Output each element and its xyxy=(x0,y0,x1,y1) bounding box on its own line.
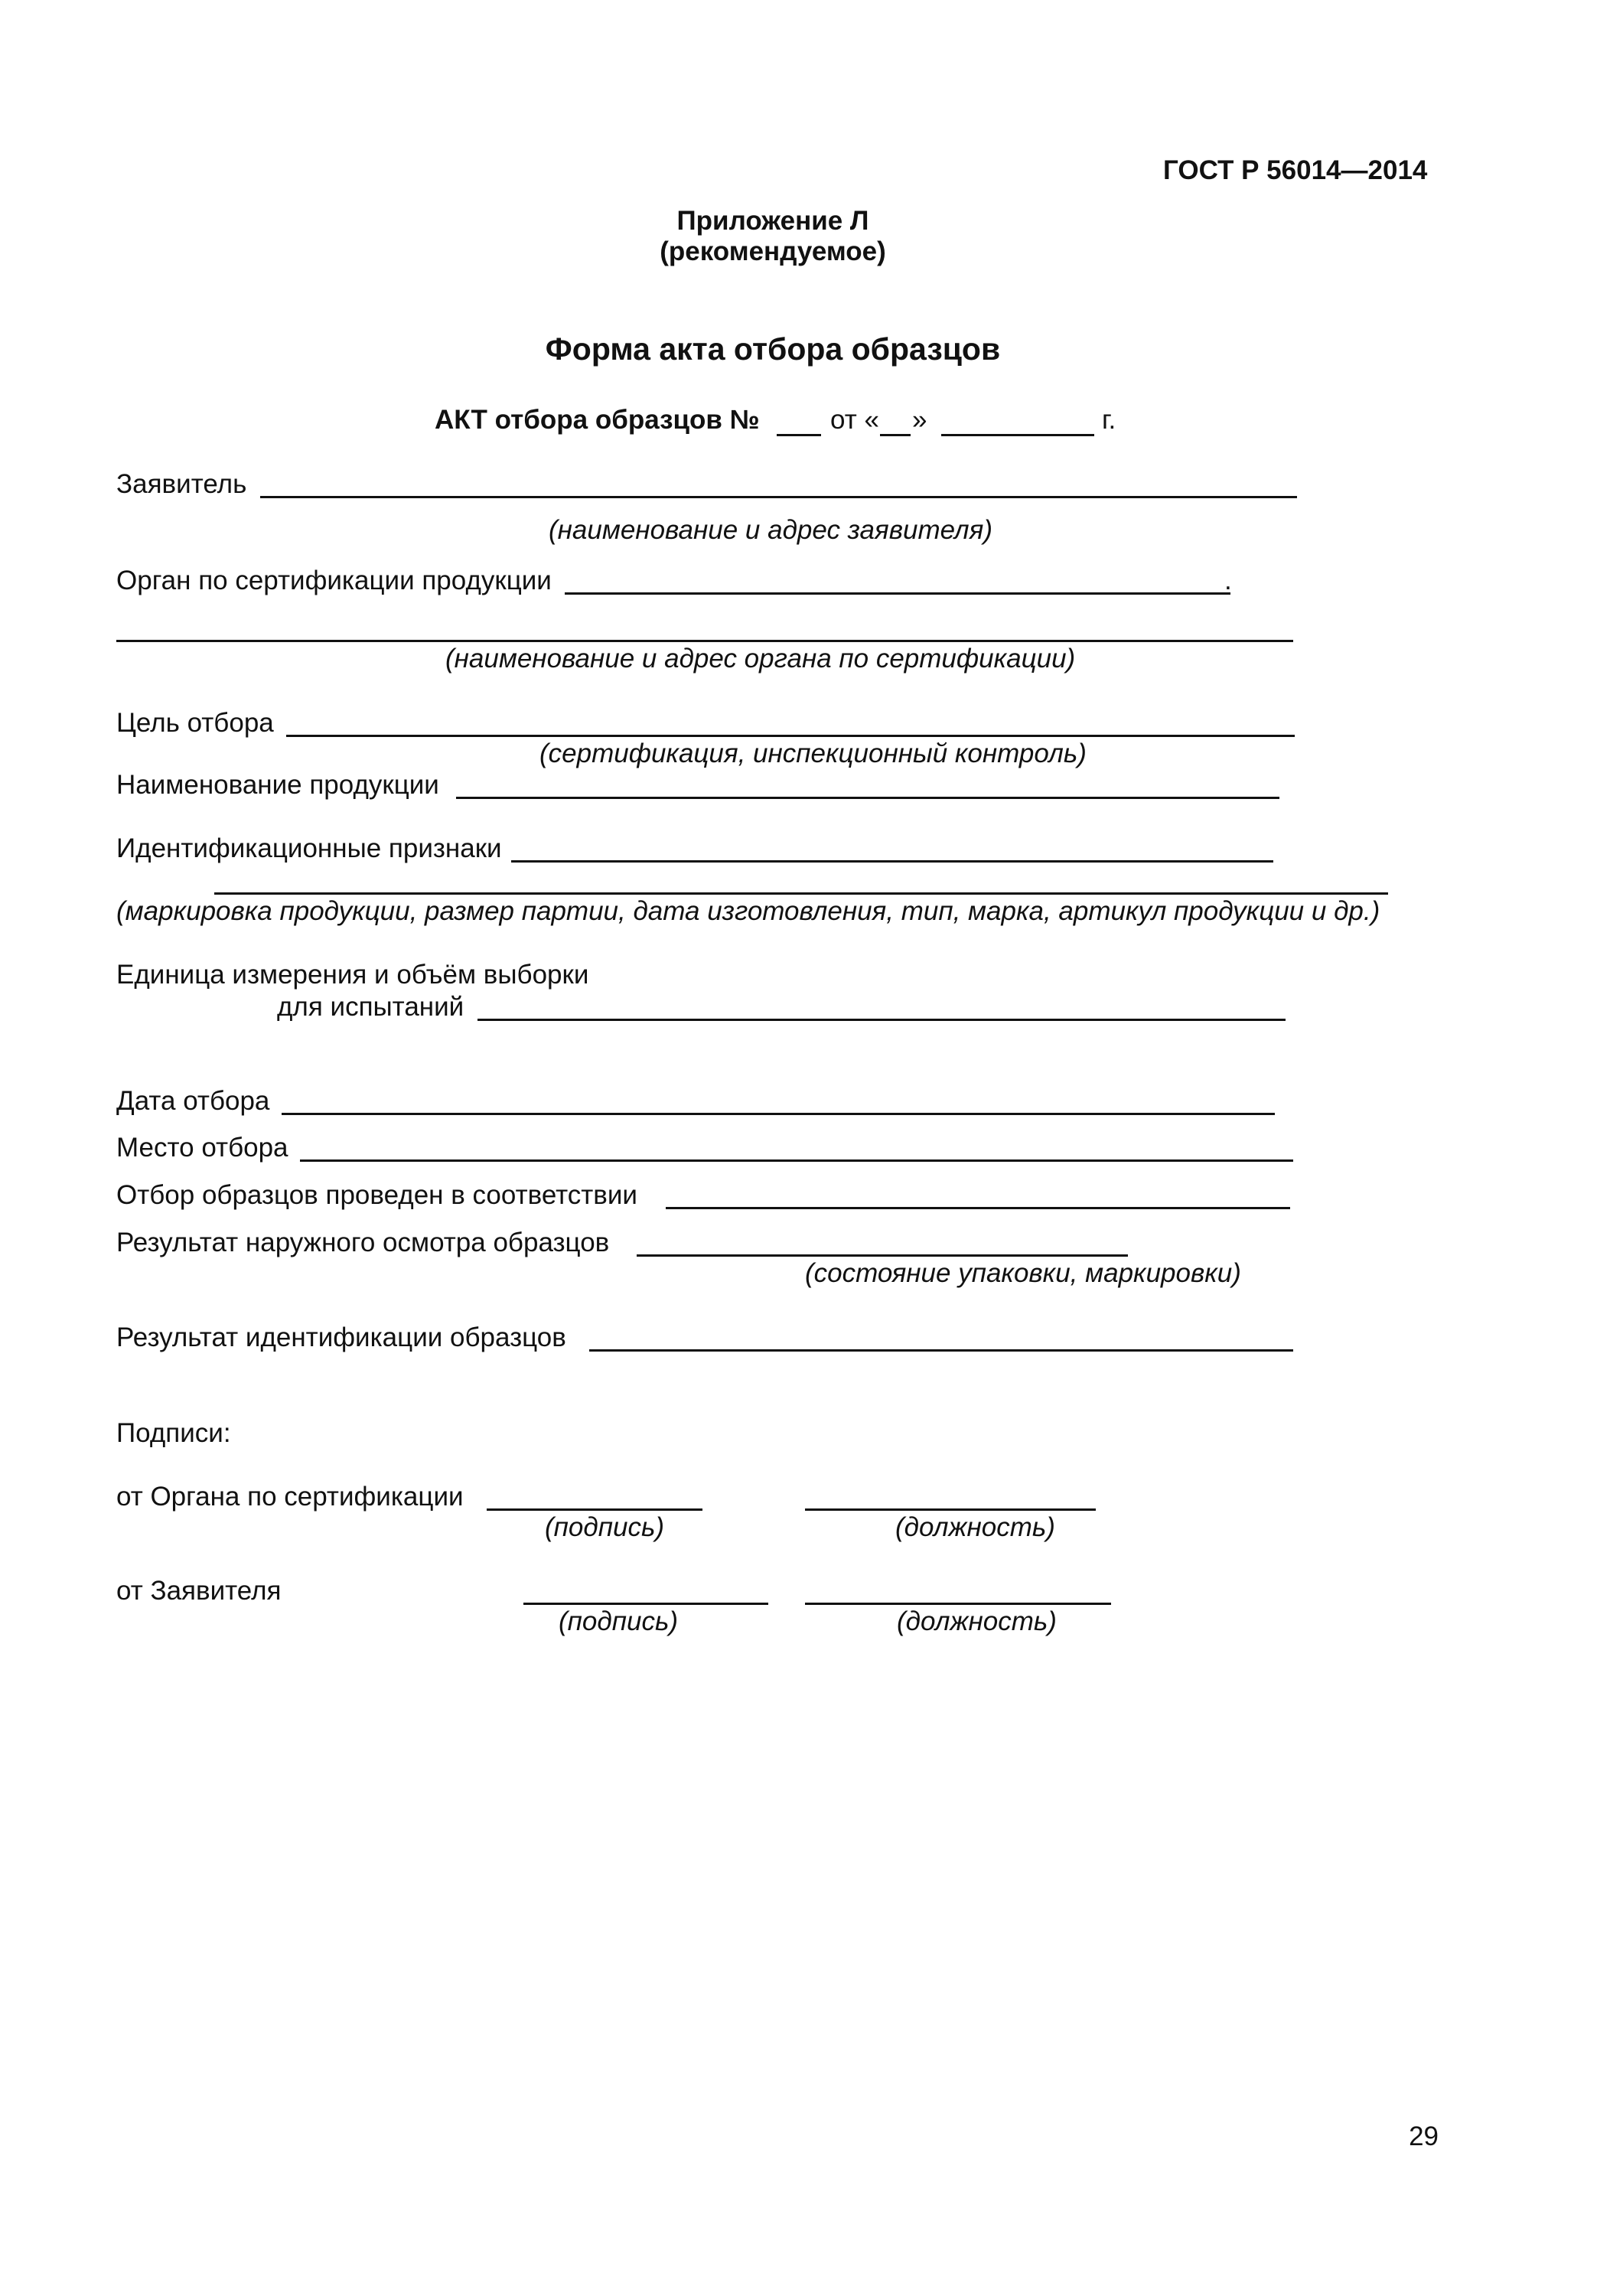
cert-body-hint: (наименование и адрес органа по сертификации) xyxy=(445,644,1076,673)
purpose-field[interactable] xyxy=(286,735,1295,737)
act-from-label: от « xyxy=(830,405,879,435)
applicant-signature-line[interactable] xyxy=(523,1603,768,1605)
sampling-date-label: Дата отбора xyxy=(116,1086,270,1116)
cert-body-period: . xyxy=(1224,566,1232,595)
applicant-signature-label: от Заявителя xyxy=(116,1576,282,1606)
sample-unit-label-line1: Единица измерения и объём выборки xyxy=(116,960,589,990)
act-day-line[interactable] xyxy=(880,434,911,436)
act-year-label: г. xyxy=(1102,405,1116,435)
product-name-label: Наименование продукции xyxy=(116,770,439,800)
product-name-field[interactable] xyxy=(456,797,1279,799)
purpose-hint: (сертификация, инспекционный контроль) xyxy=(539,739,1087,768)
appendix-title: Приложение Л xyxy=(676,206,869,236)
applicant-position-hint: (должность) xyxy=(897,1606,1057,1636)
signatures-title: Подписи: xyxy=(116,1418,231,1448)
identification-field-line2[interactable] xyxy=(214,892,1388,895)
inspection-hint: (состояние упаковки, маркировки) xyxy=(805,1258,1241,1288)
sample-unit-label-line2: для испытаний xyxy=(277,992,464,1022)
applicant-hint: (наименование и адрес заявителя) xyxy=(549,515,992,545)
identification-label: Идентификационные признаки xyxy=(116,833,502,863)
sampling-place-label: Место отбора xyxy=(116,1133,288,1163)
applicant-label: Заявитель xyxy=(116,469,247,499)
purpose-label: Цель отбора xyxy=(116,708,274,738)
identification-result-field[interactable] xyxy=(589,1349,1293,1352)
identification-hint: (маркировка продукции, размер партии, дата изготовления, тип, марка, артикул продукции и др.) xyxy=(116,896,1380,926)
cert-body-field-line2[interactable] xyxy=(116,640,1293,642)
standard-code: ГОСТ Р 56014—2014 xyxy=(1163,155,1428,185)
conformity-label: Отбор образцов проведен в соответствии xyxy=(116,1180,637,1210)
form-title: Форма акта отбора образцов xyxy=(545,331,1001,367)
act-quote-close: » xyxy=(912,405,927,435)
page-number: 29 xyxy=(1409,2122,1439,2151)
cert-body-signature-line[interactable] xyxy=(487,1508,702,1511)
cert-body-field[interactable] xyxy=(565,592,1230,595)
sampling-place-field[interactable] xyxy=(300,1159,1293,1162)
identification-result-label: Результат идентификации образцов xyxy=(116,1322,566,1352)
cert-body-signature-label: от Органа по сертификации xyxy=(116,1482,464,1512)
cert-body-position-hint: (должность) xyxy=(895,1512,1055,1542)
act-month-line[interactable] xyxy=(941,434,1094,436)
sampling-date-field[interactable] xyxy=(282,1113,1275,1115)
cert-body-signature-hint: (подпись) xyxy=(545,1512,665,1542)
act-title: АКТ отбора образцов № xyxy=(435,405,760,435)
applicant-signature-hint: (подпись) xyxy=(559,1606,679,1636)
inspection-label: Результат наружного осмотра образцов xyxy=(116,1228,610,1257)
cert-body-position-line[interactable] xyxy=(805,1508,1096,1511)
sample-unit-field[interactable] xyxy=(477,1019,1286,1021)
applicant-position-line[interactable] xyxy=(805,1603,1111,1605)
conformity-field[interactable] xyxy=(666,1207,1290,1209)
applicant-field[interactable] xyxy=(260,496,1297,498)
act-number-line[interactable] xyxy=(777,434,821,436)
cert-body-label: Орган по сертификации продукции xyxy=(116,566,552,595)
identification-field[interactable] xyxy=(511,860,1273,863)
appendix-status: (рекомендуемое) xyxy=(660,236,886,266)
inspection-field[interactable] xyxy=(637,1254,1128,1257)
